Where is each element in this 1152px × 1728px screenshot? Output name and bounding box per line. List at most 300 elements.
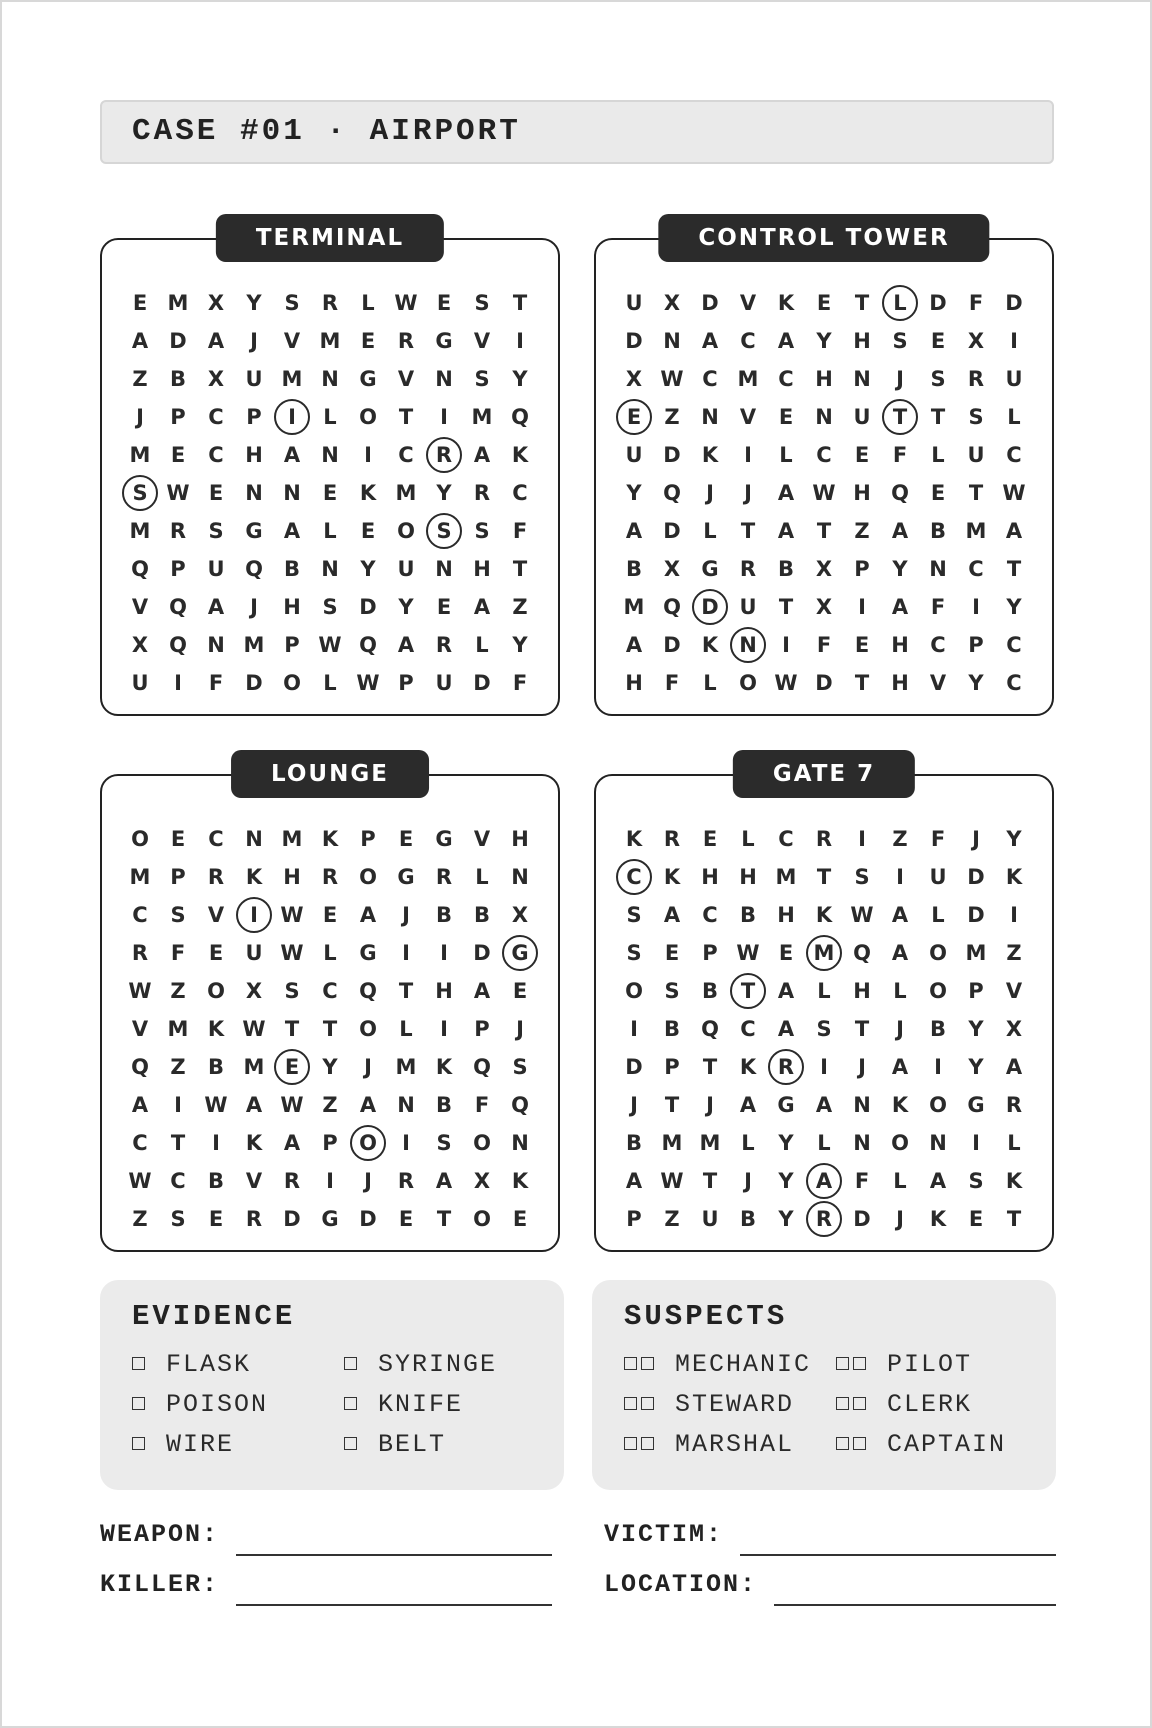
grid-letter[interactable]: L: [323, 941, 337, 965]
grid-letter[interactable]: W: [204, 1093, 228, 1117]
grid-letter[interactable]: S: [626, 903, 642, 927]
grid-letter[interactable]: K: [245, 865, 263, 889]
checkbox[interactable]: [853, 1437, 866, 1450]
grid-letter[interactable]: M: [737, 367, 759, 391]
grid-letter[interactable]: P: [360, 827, 376, 851]
grid-letter[interactable]: Y: [968, 1055, 984, 1079]
grid-letter[interactable]: Q: [853, 941, 871, 965]
grid-letter[interactable]: A: [739, 1093, 757, 1117]
grid-letter[interactable]: L: [741, 1131, 755, 1155]
checkbox[interactable]: [344, 1437, 357, 1450]
grid-letter[interactable]: A: [891, 519, 909, 543]
grid-letter[interactable]: T: [740, 519, 756, 543]
grid-letter[interactable]: U: [701, 1207, 719, 1231]
grid-letter[interactable]: N: [815, 405, 833, 429]
grid-letter[interactable]: R: [473, 481, 491, 505]
grid-letter[interactable]: C: [512, 481, 528, 505]
grid-letter[interactable]: I: [364, 443, 372, 467]
grid-letter[interactable]: D: [663, 633, 681, 657]
grid-letter[interactable]: M: [471, 405, 493, 429]
grid-letter[interactable]: R: [435, 633, 453, 657]
evidence-item[interactable]: POISON: [132, 1390, 268, 1419]
grid-letter[interactable]: I: [1010, 329, 1018, 353]
grid-letter[interactable]: B: [207, 1169, 224, 1193]
grid-letter[interactable]: B: [435, 903, 452, 927]
grid-letter[interactable]: Y: [512, 367, 528, 391]
grid-letter[interactable]: I: [516, 329, 524, 353]
grid-letter[interactable]: A: [891, 1055, 909, 1079]
circled-letter[interactable]: I: [234, 895, 274, 935]
circled-letter[interactable]: E: [272, 1047, 312, 1087]
grid-letter[interactable]: V: [131, 595, 149, 619]
grid-letter[interactable]: W: [128, 1169, 152, 1193]
grid-letter[interactable]: T: [284, 1017, 300, 1041]
grid-letter[interactable]: N: [245, 827, 263, 851]
grid-letter[interactable]: Z: [322, 1093, 338, 1117]
suspect-item[interactable]: MARSHAL: [624, 1430, 794, 1459]
grid-letter[interactable]: T: [512, 557, 528, 581]
grid-letter[interactable]: F: [512, 671, 528, 695]
grid-letter[interactable]: G: [397, 865, 415, 889]
grid-letter[interactable]: A: [701, 329, 719, 353]
grid-letter[interactable]: P: [170, 865, 186, 889]
evidence-item[interactable]: SYRINGE: [344, 1350, 497, 1379]
grid-letter[interactable]: A: [929, 1169, 947, 1193]
grid-letter[interactable]: J: [250, 329, 258, 353]
grid-letter[interactable]: Z: [1006, 941, 1022, 965]
grid-letter[interactable]: B: [739, 1207, 756, 1231]
checkbox[interactable]: [132, 1357, 145, 1370]
grid-letter[interactable]: N: [663, 329, 681, 353]
circled-letter[interactable]: C: [614, 857, 654, 897]
grid-letter[interactable]: C: [132, 903, 148, 927]
grid-letter[interactable]: R: [435, 865, 453, 889]
grid-letter[interactable]: G: [967, 1093, 985, 1117]
grid-letter[interactable]: C: [702, 367, 718, 391]
grid-letter[interactable]: S: [474, 291, 490, 315]
grid-letter[interactable]: T: [664, 1093, 680, 1117]
grid-letter[interactable]: A: [359, 1093, 377, 1117]
grid-letter[interactable]: J: [402, 903, 410, 927]
grid-letter[interactable]: Z: [892, 827, 908, 851]
grid-letter[interactable]: Q: [511, 405, 529, 429]
grid-letter[interactable]: O: [359, 865, 377, 889]
circled-letter[interactable]: R: [766, 1047, 806, 1087]
grid-letter[interactable]: P: [170, 405, 186, 429]
grid-letter[interactable]: P: [626, 1207, 642, 1231]
grid-letter[interactable]: U: [207, 557, 225, 581]
grid-letter[interactable]: H: [739, 865, 757, 889]
grid-letter[interactable]: E: [702, 827, 718, 851]
grid-letter[interactable]: Z: [132, 367, 148, 391]
grid-letter[interactable]: L: [931, 903, 945, 927]
grid-letter[interactable]: R: [1005, 1093, 1023, 1117]
circled-letter[interactable]: D: [690, 587, 730, 627]
grid-letter[interactable]: F: [664, 671, 680, 695]
grid-letter[interactable]: D: [663, 519, 681, 543]
grid-letter[interactable]: A: [207, 595, 225, 619]
grid-letter[interactable]: E: [968, 1207, 984, 1231]
grid-letter[interactable]: K: [663, 865, 681, 889]
grid-letter[interactable]: N: [701, 405, 719, 429]
checkbox[interactable]: [344, 1397, 357, 1410]
grid-letter[interactable]: E: [854, 443, 870, 467]
grid-letter[interactable]: A: [777, 481, 795, 505]
grid-letter[interactable]: R: [663, 827, 681, 851]
grid-letter[interactable]: A: [777, 1017, 795, 1041]
grid-letter[interactable]: Y: [322, 1055, 338, 1079]
grid-letter[interactable]: D: [853, 1207, 871, 1231]
grid-letter[interactable]: W: [128, 979, 152, 1003]
grid-letter[interactable]: B: [701, 979, 718, 1003]
grid-letter[interactable]: J: [744, 1169, 752, 1193]
grid-letter[interactable]: I: [972, 1131, 980, 1155]
circled-letter[interactable]: L: [880, 283, 920, 323]
grid-letter[interactable]: N: [397, 1093, 415, 1117]
grid-letter[interactable]: H: [473, 557, 491, 581]
grid-letter[interactable]: T: [854, 671, 870, 695]
grid-letter[interactable]: I: [934, 1055, 942, 1079]
grid-letter[interactable]: K: [777, 291, 795, 315]
grid-letter[interactable]: K: [625, 827, 643, 851]
grid-letter[interactable]: N: [853, 1093, 871, 1117]
suspect-item[interactable]: CLERK: [836, 1390, 972, 1419]
checkbox[interactable]: [853, 1397, 866, 1410]
grid-letter[interactable]: P: [968, 979, 984, 1003]
grid-letter[interactable]: O: [625, 979, 643, 1003]
grid-letter[interactable]: I: [972, 595, 980, 619]
checkbox[interactable]: [641, 1357, 654, 1370]
grid-letter[interactable]: K: [245, 1131, 263, 1155]
grid-letter[interactable]: S: [284, 291, 300, 315]
grid-letter[interactable]: P: [322, 1131, 338, 1155]
grid-letter[interactable]: C: [322, 979, 338, 1003]
grid-letter[interactable]: K: [435, 1055, 453, 1079]
killer-answer-line[interactable]: [236, 1604, 552, 1606]
grid-letter[interactable]: V: [397, 367, 415, 391]
grid-letter[interactable]: W: [394, 291, 418, 315]
grid-letter[interactable]: V: [473, 827, 491, 851]
circled-letter[interactable]: T: [880, 397, 920, 437]
grid-letter[interactable]: L: [779, 443, 793, 467]
evidence-item[interactable]: BELT: [344, 1430, 446, 1459]
grid-letter[interactable]: B: [739, 903, 756, 927]
grid-letter[interactable]: O: [359, 1017, 377, 1041]
grid-letter[interactable]: J: [744, 481, 752, 505]
grid-letter[interactable]: L: [703, 671, 717, 695]
grid-letter[interactable]: R: [397, 329, 415, 353]
grid-letter[interactable]: L: [703, 519, 717, 543]
grid-letter[interactable]: A: [625, 1169, 643, 1193]
grid-letter[interactable]: Y: [436, 481, 452, 505]
grid-letter[interactable]: O: [473, 1131, 491, 1155]
grid-letter[interactable]: L: [817, 979, 831, 1003]
grid-letter[interactable]: A: [131, 329, 149, 353]
victim-answer-line[interactable]: [740, 1554, 1056, 1556]
grid-letter[interactable]: T: [778, 595, 794, 619]
grid-letter[interactable]: S: [512, 1055, 528, 1079]
grid-letter[interactable]: Y: [1006, 827, 1022, 851]
grid-letter[interactable]: L: [741, 827, 755, 851]
grid-letter[interactable]: C: [702, 903, 718, 927]
grid-letter[interactable]: A: [473, 979, 491, 1003]
grid-letter[interactable]: U: [245, 941, 263, 965]
checkbox[interactable]: [132, 1397, 145, 1410]
grid-letter[interactable]: E: [360, 329, 376, 353]
grid-letter[interactable]: S: [208, 519, 224, 543]
grid-letter[interactable]: K: [359, 481, 377, 505]
grid-letter[interactable]: U: [853, 405, 871, 429]
grid-letter[interactable]: G: [701, 557, 719, 581]
grid-letter[interactable]: U: [1005, 367, 1023, 391]
grid-letter[interactable]: Y: [778, 1169, 794, 1193]
grid-letter[interactable]: Y: [398, 595, 414, 619]
grid-letter[interactable]: K: [1005, 1169, 1023, 1193]
checkbox[interactable]: [836, 1437, 849, 1450]
grid-letter[interactable]: D: [815, 671, 833, 695]
grid-letter[interactable]: L: [361, 291, 375, 315]
grid-letter[interactable]: I: [630, 1017, 638, 1041]
grid-letter[interactable]: K: [929, 1207, 947, 1231]
grid-letter[interactable]: T: [1006, 557, 1022, 581]
grid-letter[interactable]: P: [284, 633, 300, 657]
grid-letter[interactable]: Q: [245, 557, 263, 581]
circled-letter[interactable]: N: [728, 625, 768, 665]
grid-letter[interactable]: F: [816, 633, 832, 657]
grid-letter[interactable]: M: [965, 941, 987, 965]
evidence-item[interactable]: KNIFE: [344, 1390, 463, 1419]
grid-letter[interactable]: C: [740, 1017, 756, 1041]
grid-letter[interactable]: B: [625, 557, 642, 581]
grid-letter[interactable]: T: [930, 405, 946, 429]
grid-letter[interactable]: P: [968, 633, 984, 657]
grid-letter[interactable]: J: [630, 1093, 638, 1117]
grid-letter[interactable]: S: [968, 1169, 984, 1193]
grid-letter[interactable]: C: [208, 827, 224, 851]
grid-letter[interactable]: X: [663, 291, 681, 315]
grid-letter[interactable]: P: [398, 671, 414, 695]
grid-letter[interactable]: M: [775, 865, 797, 889]
grid-letter[interactable]: E: [816, 291, 832, 315]
grid-letter[interactable]: S: [930, 367, 946, 391]
grid-letter[interactable]: H: [853, 481, 871, 505]
grid-letter[interactable]: A: [777, 329, 795, 353]
grid-letter[interactable]: I: [326, 1169, 334, 1193]
checkbox[interactable]: [853, 1357, 866, 1370]
grid-letter[interactable]: F: [208, 671, 224, 695]
grid-letter[interactable]: W: [280, 903, 304, 927]
grid-letter[interactable]: Y: [778, 1131, 794, 1155]
grid-letter[interactable]: U: [929, 865, 947, 889]
grid-letter[interactable]: P: [702, 941, 718, 965]
grid-letter[interactable]: A: [777, 979, 795, 1003]
grid-letter[interactable]: E: [322, 903, 338, 927]
grid-letter[interactable]: D: [625, 329, 643, 353]
grid-letter[interactable]: D: [625, 1055, 643, 1079]
grid-letter[interactable]: Q: [131, 557, 149, 581]
grid-letter[interactable]: Q: [701, 1017, 719, 1041]
grid-letter[interactable]: I: [440, 405, 448, 429]
grid-letter[interactable]: K: [511, 1169, 529, 1193]
grid-letter[interactable]: Z: [512, 595, 528, 619]
grid-letter[interactable]: C: [778, 827, 794, 851]
grid-letter[interactable]: R: [245, 1207, 263, 1231]
grid-letter[interactable]: I: [782, 633, 790, 657]
grid-letter[interactable]: W: [774, 671, 798, 695]
grid-letter[interactable]: G: [435, 329, 453, 353]
grid-letter[interactable]: F: [170, 941, 186, 965]
grid-letter[interactable]: T: [816, 519, 832, 543]
grid-letter[interactable]: D: [929, 291, 947, 315]
grid-letter[interactable]: U: [435, 671, 453, 695]
grid-letter[interactable]: I: [174, 671, 182, 695]
grid-letter[interactable]: I: [858, 827, 866, 851]
grid-letter[interactable]: Z: [854, 519, 870, 543]
suspect-item[interactable]: PILOT: [836, 1350, 972, 1379]
grid-letter[interactable]: I: [174, 1093, 182, 1117]
suspect-item[interactable]: STEWARD: [624, 1390, 794, 1419]
grid-letter[interactable]: A: [283, 519, 301, 543]
grid-letter[interactable]: Z: [170, 979, 186, 1003]
grid-letter[interactable]: H: [283, 595, 301, 619]
grid-letter[interactable]: Q: [663, 595, 681, 619]
grid-letter[interactable]: K: [1005, 865, 1023, 889]
grid-letter[interactable]: N: [207, 633, 225, 657]
grid-letter[interactable]: J: [516, 1017, 524, 1041]
grid-letter[interactable]: U: [131, 671, 149, 695]
grid-letter[interactable]: E: [208, 941, 224, 965]
grid-letter[interactable]: F: [930, 827, 946, 851]
grid-letter[interactable]: O: [929, 941, 947, 965]
grid-letter[interactable]: A: [245, 1093, 263, 1117]
grid-letter[interactable]: A: [435, 1169, 453, 1193]
grid-letter[interactable]: B: [929, 519, 946, 543]
grid-letter[interactable]: M: [129, 865, 151, 889]
grid-letter[interactable]: E: [512, 1207, 528, 1231]
grid-letter[interactable]: J: [706, 481, 714, 505]
grid-letter[interactable]: V: [283, 329, 301, 353]
grid-letter[interactable]: E: [930, 481, 946, 505]
grid-letter[interactable]: K: [207, 1017, 225, 1041]
grid-letter[interactable]: A: [473, 443, 491, 467]
grid-letter[interactable]: Q: [169, 595, 187, 619]
grid-letter[interactable]: S: [474, 367, 490, 391]
grid-letter[interactable]: A: [283, 1131, 301, 1155]
grid-letter[interactable]: H: [625, 671, 643, 695]
grid-letter[interactable]: A: [891, 941, 909, 965]
grid-letter[interactable]: C: [208, 405, 224, 429]
grid-letter[interactable]: Q: [891, 481, 909, 505]
grid-letter[interactable]: S: [436, 1131, 452, 1155]
checkbox[interactable]: [641, 1397, 654, 1410]
grid-letter[interactable]: M: [167, 1017, 189, 1041]
grid-letter[interactable]: O: [397, 519, 415, 543]
grid-letter[interactable]: L: [1007, 1131, 1021, 1155]
grid-letter[interactable]: O: [739, 671, 757, 695]
grid-letter[interactable]: N: [853, 1131, 871, 1155]
grid-letter[interactable]: W: [660, 367, 684, 391]
grid-letter[interactable]: B: [207, 1055, 224, 1079]
grid-letter[interactable]: F: [512, 519, 528, 543]
circled-letter[interactable]: A: [804, 1161, 844, 1201]
grid-letter[interactable]: L: [475, 865, 489, 889]
grid-letter[interactable]: M: [395, 481, 417, 505]
circled-letter[interactable]: M: [804, 933, 844, 973]
checkbox[interactable]: [624, 1397, 637, 1410]
grid-letter[interactable]: R: [321, 865, 339, 889]
grid-letter[interactable]: X: [207, 291, 225, 315]
grid-letter[interactable]: X: [1005, 1017, 1023, 1041]
grid-letter[interactable]: X: [131, 633, 149, 657]
grid-letter[interactable]: W: [242, 1017, 266, 1041]
grid-letter[interactable]: H: [245, 443, 263, 467]
grid-letter[interactable]: J: [364, 1055, 372, 1079]
grid-letter[interactable]: C: [740, 329, 756, 353]
grid-letter[interactable]: P: [474, 1017, 490, 1041]
grid-letter[interactable]: X: [511, 903, 529, 927]
suspect-item[interactable]: CAPTAIN: [836, 1430, 1006, 1459]
grid-letter[interactable]: B: [625, 1131, 642, 1155]
grid-letter[interactable]: K: [321, 827, 339, 851]
grid-letter[interactable]: M: [395, 1055, 417, 1079]
grid-letter[interactable]: Y: [778, 1207, 794, 1231]
grid-letter[interactable]: A: [891, 595, 909, 619]
grid-letter[interactable]: N: [511, 1131, 529, 1155]
grid-letter[interactable]: T: [854, 291, 870, 315]
grid-letter[interactable]: G: [359, 367, 377, 391]
grid-letter[interactable]: T: [702, 1055, 718, 1079]
grid-letter[interactable]: G: [321, 1207, 339, 1231]
grid-letter[interactable]: O: [207, 979, 225, 1003]
grid-letter[interactable]: U: [625, 291, 643, 315]
grid-letter[interactable]: Z: [664, 1207, 680, 1231]
grid-letter[interactable]: I: [212, 1131, 220, 1155]
grid-letter[interactable]: L: [475, 633, 489, 657]
grid-letter[interactable]: C: [170, 1169, 186, 1193]
grid-letter[interactable]: M: [243, 633, 265, 657]
grid-letter[interactable]: N: [283, 481, 301, 505]
grid-letter[interactable]: F: [854, 1169, 870, 1193]
grid-letter[interactable]: L: [931, 443, 945, 467]
grid-letter[interactable]: A: [131, 1093, 149, 1117]
grid-letter[interactable]: R: [207, 865, 225, 889]
grid-letter[interactable]: M: [281, 367, 303, 391]
grid-letter[interactable]: M: [699, 1131, 721, 1155]
grid-letter[interactable]: J: [136, 405, 144, 429]
grid-letter[interactable]: R: [131, 941, 149, 965]
grid-letter[interactable]: W: [356, 671, 380, 695]
grid-letter[interactable]: X: [473, 1169, 491, 1193]
grid-letter[interactable]: X: [663, 557, 681, 581]
grid-letter[interactable]: N: [245, 481, 263, 505]
circled-letter[interactable]: G: [500, 933, 540, 973]
grid-letter[interactable]: H: [815, 367, 833, 391]
grid-letter[interactable]: A: [891, 903, 909, 927]
grid-letter[interactable]: A: [663, 903, 681, 927]
evidence-item[interactable]: WIRE: [132, 1430, 234, 1459]
grid-letter[interactable]: S: [170, 903, 186, 927]
grid-letter[interactable]: A: [777, 519, 795, 543]
grid-letter[interactable]: R: [739, 557, 757, 581]
grid-letter[interactable]: R: [397, 1169, 415, 1193]
grid-letter[interactable]: E: [664, 941, 680, 965]
grid-letter[interactable]: D: [967, 903, 985, 927]
grid-letter[interactable]: M: [129, 443, 151, 467]
grid-letter[interactable]: T: [398, 405, 414, 429]
circled-letter[interactable]: R: [424, 435, 464, 475]
grid-letter[interactable]: B: [473, 903, 490, 927]
grid-letter[interactable]: M: [319, 329, 341, 353]
